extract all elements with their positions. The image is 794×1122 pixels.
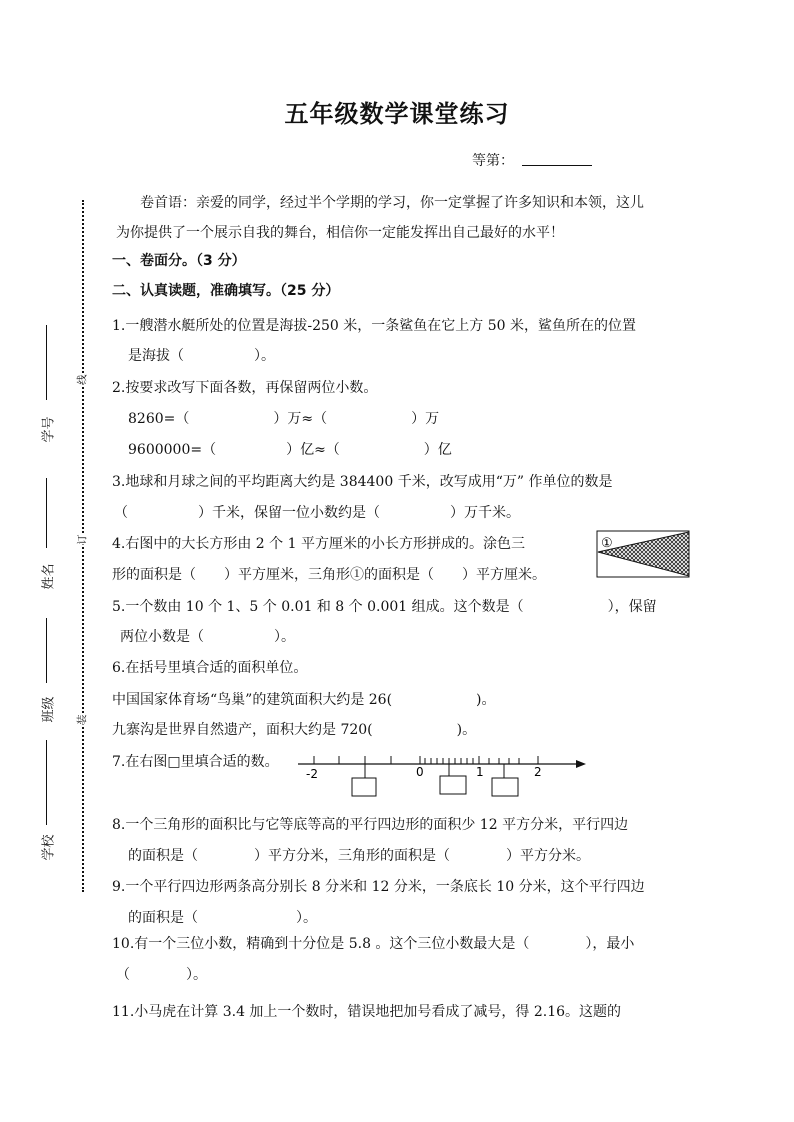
question-11: 11.小马虎在计算 3.4 加上一个数时，错误地把加号看成了减号，得 2.16。这题的	[112, 1004, 622, 1020]
section-1-heading: 一、卷面分。（3 分）	[112, 253, 246, 269]
question-10-line-1: 10.有一个三位小数，精确到十分位是 5.8 。这个三位小数最大是（ ），最小	[112, 936, 635, 952]
question-2: 2.按要求改写下面各数，再保留两位小数。	[112, 380, 378, 396]
question-1-line-1: 1.一艘潜水艇所处的位置是海拔-250 米，一条鲨鱼在它上方 50 米，鲨鱼所在的位置	[112, 318, 636, 334]
school-label: 学校	[41, 834, 57, 861]
intro-line-2: 为你提供了一个展示自我的舞台，相信你一定能发挥出自己最好的水平！	[116, 225, 564, 241]
tick-label-0: 0	[416, 765, 424, 779]
page-title: 五年级数学课堂练习	[284, 100, 510, 128]
answer-box-2	[440, 776, 466, 794]
question-4-line-2: 形的面积是（ ）平方厘米，三角形①的面积是（ ）平方厘米。	[112, 567, 546, 583]
question-8-line-2: 的面积是（ ）平方分米，三角形的面积是（ ）平方分米。	[128, 848, 590, 864]
question-10-line-2: （ ）。	[116, 967, 207, 983]
class-label: 班级	[41, 696, 57, 723]
rectangle-triangle-figure	[596, 530, 692, 580]
question-6a: 中国国家体育场“鸟巢”的建筑面积大约是 26( )。	[112, 692, 496, 708]
question-3-line-2: （ ）千米，保留一位小数约是（ ）万千米。	[114, 505, 520, 521]
name-blank[interactable]	[46, 478, 47, 548]
number-line-arrow	[576, 760, 586, 768]
question-2a: 8260=（ ）万≈（ ）万	[128, 411, 440, 427]
question-8-line-1: 8.一个三角形的面积比与它等底等高的平行四边形的面积少 12 平方分米，平行四边	[112, 817, 629, 833]
question-5-line-1: 5.一个数由 10 个 1、5 个 0.01 和 8 个 0.001 组成。这个数是（ ），保留	[112, 599, 657, 615]
margin-word-line: 线	[74, 375, 89, 385]
binding-dotted-line	[82, 200, 84, 892]
section-2-heading: 二、认真读题，准确填写。（25 分）	[112, 283, 340, 299]
grade-label: 等第：	[472, 153, 514, 169]
class-blank[interactable]	[46, 618, 47, 683]
margin-word-bind: 订	[74, 535, 89, 545]
question-9-line-1: 9.一个平行四边形两条高分别长 8 分米和 12 分米，一条底长 10 分米，这个平行四边	[112, 879, 645, 895]
tick-label-1: 1	[476, 765, 484, 779]
question-3-line-1: 3.地球和月球之间的平均距离大约是 384400 千米，改写成用“万” 作单位的数是	[112, 474, 613, 490]
number-line-figure	[292, 742, 592, 800]
question-6: 6.在括号里填合适的面积单位。	[112, 660, 308, 676]
number-line-ticks	[314, 756, 538, 764]
answer-box-3	[492, 778, 518, 796]
name-label: 姓名	[41, 563, 57, 590]
tick-label-minus-2: -2	[306, 767, 318, 781]
question-2b: 9600000=（ ）亿≈（ ）亿	[128, 442, 452, 458]
margin-word-pack: 装	[74, 715, 89, 725]
question-5-line-2: 两位小数是（ ）。	[120, 629, 295, 645]
question-7: 7.在右图□里填合适的数。	[112, 754, 279, 770]
student-id-label: 学号	[41, 416, 57, 443]
answer-box-1	[352, 778, 376, 796]
question-1-line-2: 是海拔（ ）。	[128, 348, 275, 364]
grade-blank[interactable]	[522, 165, 592, 166]
triangle-1-label: ①	[601, 536, 613, 551]
question-4-line-1: 4.右图中的大长方形由 2 个 1 平方厘米的小长方形拼成的。涂色三	[112, 536, 525, 552]
question-9-line-2: 的面积是（ ）。	[128, 910, 317, 926]
intro-line-1: 卷首语：亲爱的同学，经过半个学期的学习，你一定掌握了许多知识和本领，这儿	[140, 195, 644, 211]
student-id-blank[interactable]	[46, 325, 47, 400]
tick-label-2: 2	[534, 765, 542, 779]
question-6b: 九寨沟是世界自然遗产，面积大约是 720( )。	[112, 722, 477, 738]
school-blank[interactable]	[46, 740, 47, 825]
